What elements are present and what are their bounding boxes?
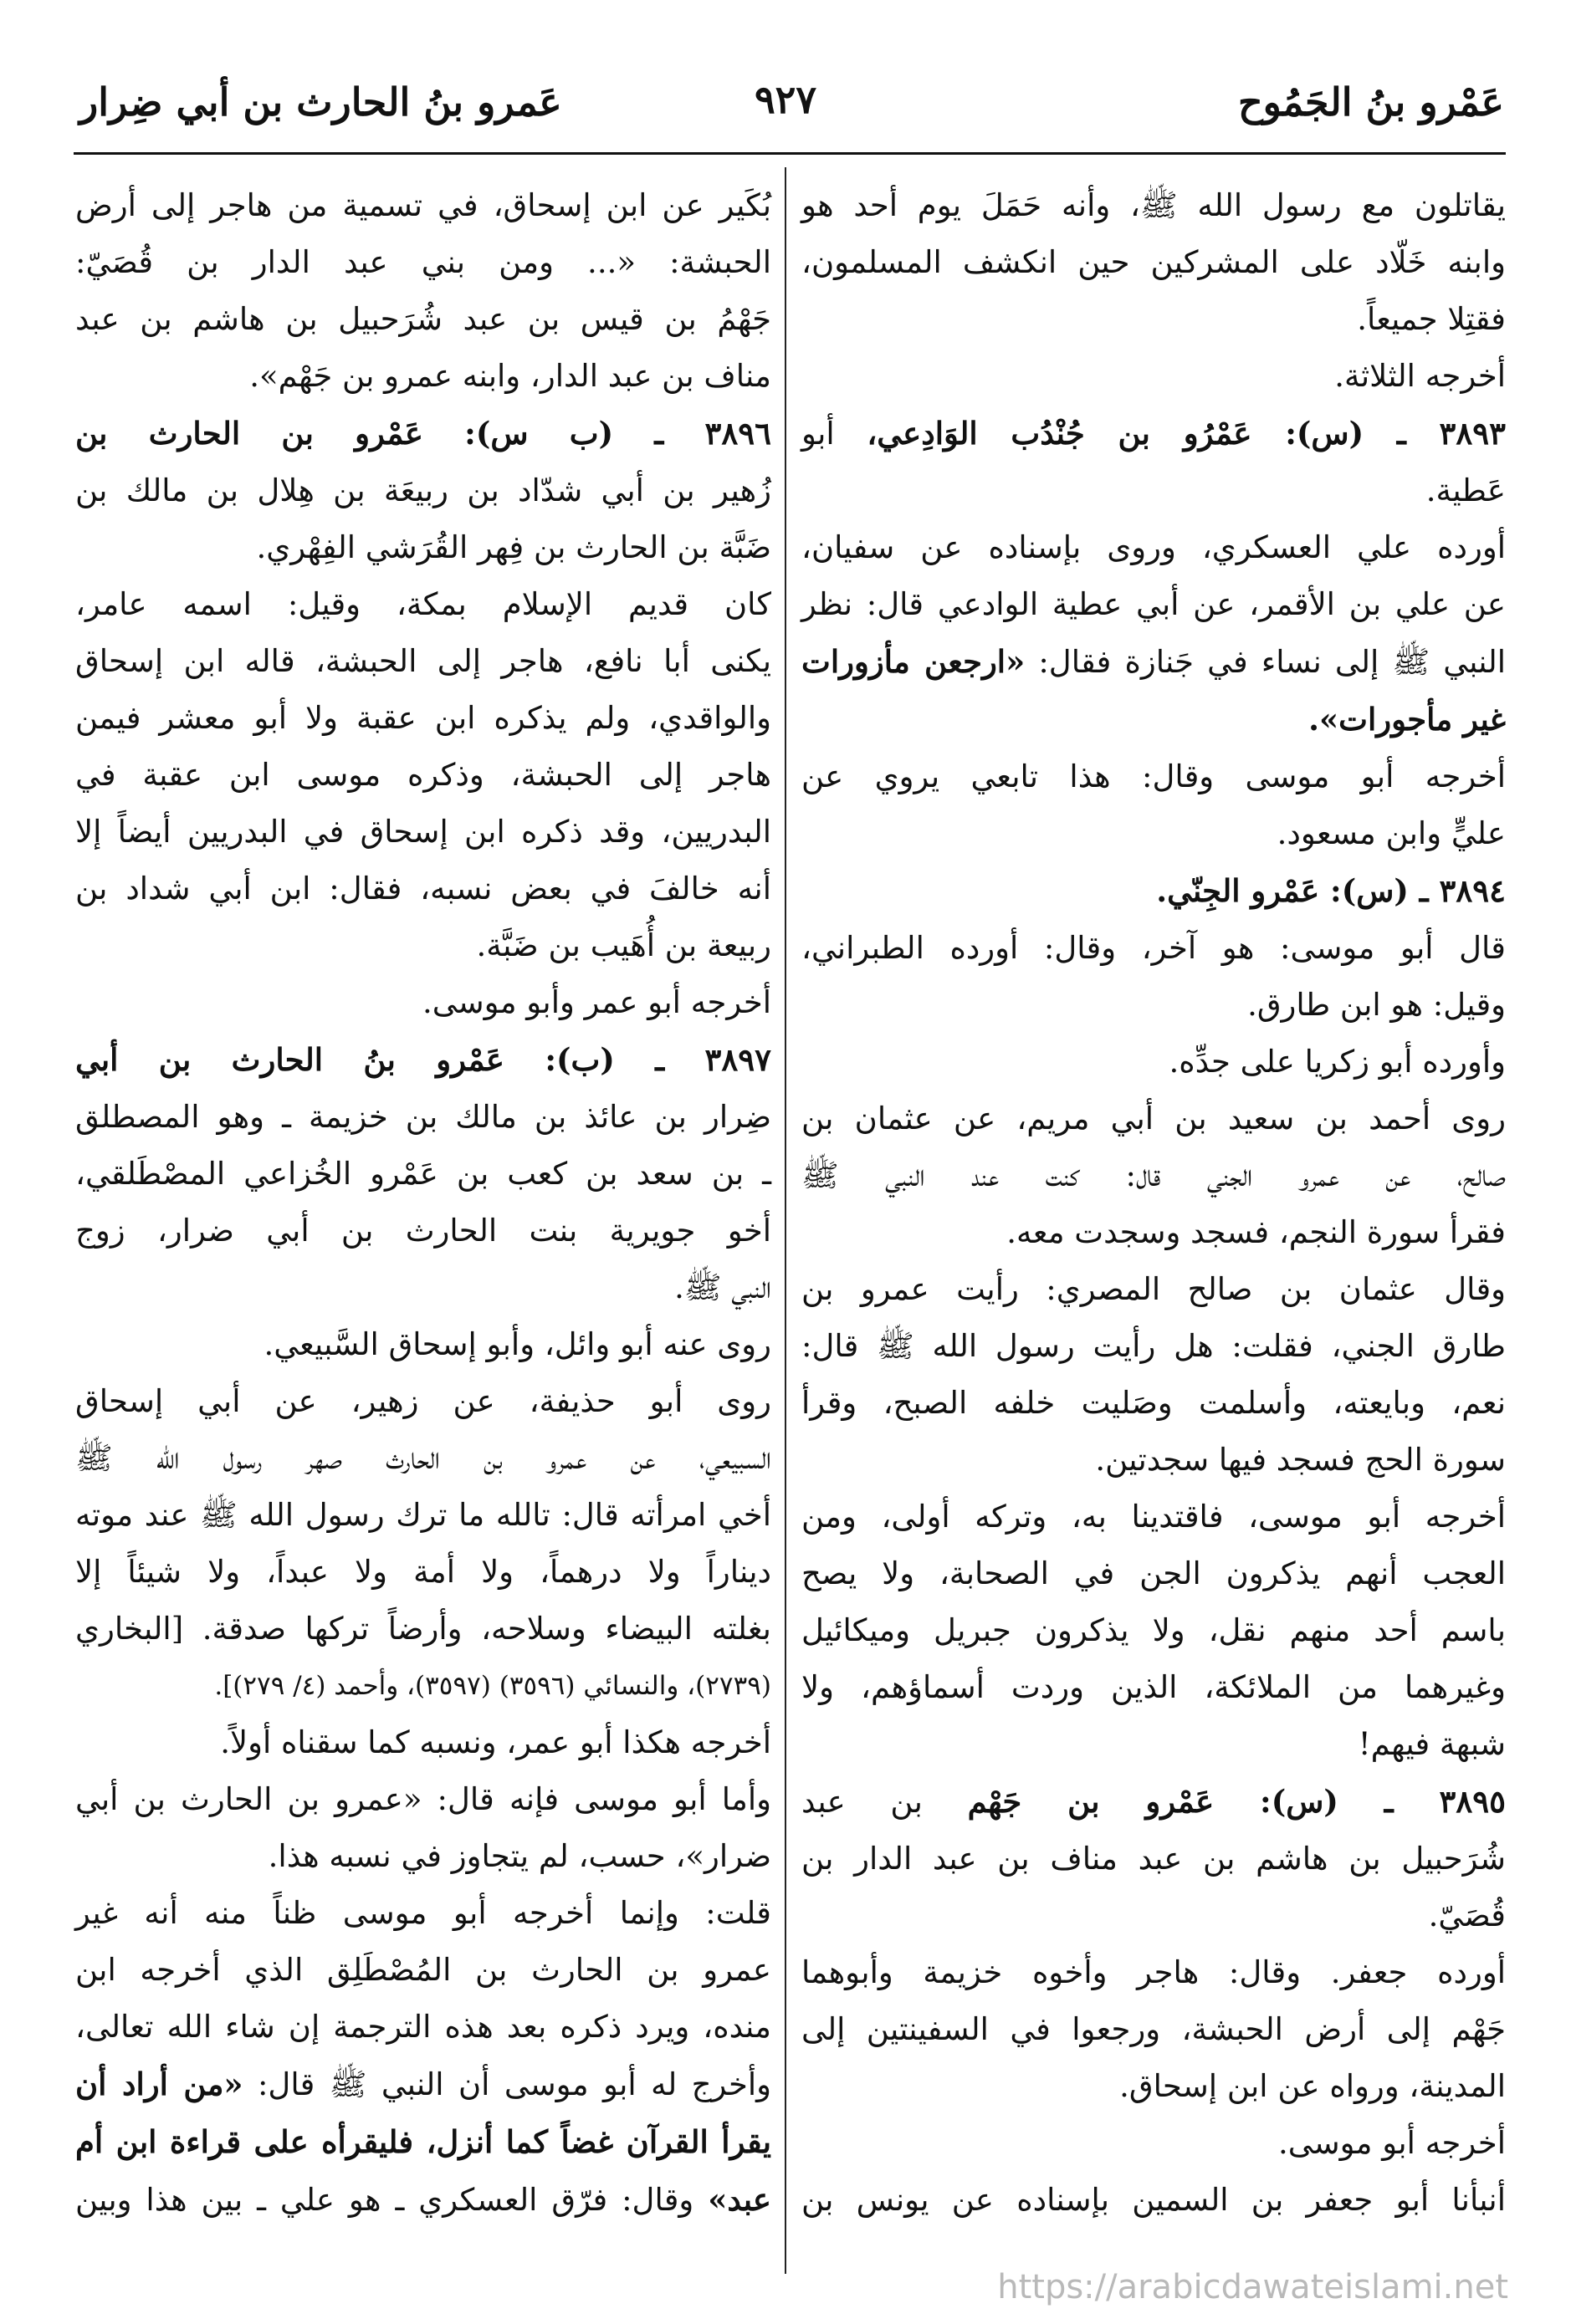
text-segment: جَهْم إلى أرض الحبشة، ورجعوا في السفينتين إلى	[801, 2011, 1506, 2047]
text-line	[801, 462, 1506, 519]
text-segment: وقال: فرّق العسكري ـ هو علي ـ بين هذا وبين	[75, 2182, 709, 2218]
left-column	[75, 177, 771, 2229]
text-segment: أخرجه أبو موسى، فاقتدينا به، وتركه أولى، ومن	[801, 1499, 1506, 1535]
right-column	[801, 177, 1506, 2229]
text-segment: عليٍّ وابن مسعود.	[1277, 815, 1506, 851]
text-line	[801, 1375, 1506, 1432]
page-number: ٩٢٧	[754, 77, 817, 122]
text-segment: جَهْمُ بن قيس بن عبد شُرَحبيل بن هاشم بن عبد	[75, 301, 771, 337]
text-segment: أورده علي العسكري، وروى بإسناده عن سفيان،	[801, 529, 1506, 565]
running-head-left: عَمرو بنُ الحارث بن أبي ضِرار	[79, 79, 562, 125]
text-line	[801, 576, 1506, 633]
text-line	[801, 633, 1506, 691]
text-line	[75, 519, 771, 576]
text-line	[801, 1773, 1506, 1831]
text-segment: روى أبو حذيفة، عن زهير، عن أبي إسحاق	[75, 1383, 771, 1419]
text-line	[75, 633, 771, 690]
text-line	[801, 748, 1506, 805]
text-segment: عن علي بن الأقمر، عن أبي عطية الوادعي قال: نظر	[801, 586, 1506, 622]
text-line	[75, 1999, 771, 2056]
text-line	[801, 348, 1506, 405]
text-segment: أورده جعفر. وقال: هاجر وأخوه خزيمة وأبوهما	[801, 1954, 1506, 1990]
text-segment: عمرو بن الحارث بن المُصْطَلِق الذي أخرجه ابن	[75, 1952, 771, 1988]
text-line	[75, 462, 771, 519]
text-line	[75, 1089, 771, 1146]
bold-text-segment: ٣٨٩٥ ـ (س): عَمْرو بن جَهْم	[967, 1783, 1506, 1820]
text-segment: باسم أحد منهم نقل، ولا يذكرون جبريل وميكائيل	[801, 1612, 1506, 1648]
text-line	[801, 2115, 1506, 2172]
running-head-right: عَمْرو بنُ الجَمُوح	[1237, 79, 1504, 125]
text-segment: صالح، عن عمرو الجني قال: كنت عند النبي ﷺ	[801, 1157, 1506, 1193]
text-segment: طارق الجني، فقلت: هل رأيت رسول الله ﷺ قال:	[801, 1328, 1506, 1364]
text-line	[75, 690, 771, 747]
bold-text-segment: ٣٨٩٦ ـ (ب س): عَمْرو بن الحارث بن	[75, 415, 771, 452]
bold-text-segment: عبد»	[708, 2181, 771, 2218]
text-segment: فقرأ سورة النجم، فسجد وسجدت معه.	[1006, 1214, 1506, 1250]
text-segment: العجب أنهم يذكرون الجن في الصحابة، ولا يصح	[801, 1555, 1506, 1591]
text-segment: بُكَير عن ابن إسحاق، في تسمية من هاجر إلى أرض	[75, 187, 771, 223]
text-line	[75, 234, 771, 291]
text-segment: قُصَيّ.	[1428, 1898, 1506, 1933]
text-line	[75, 1316, 771, 1373]
text-line	[801, 1318, 1506, 1375]
text-line	[75, 1487, 771, 1544]
bold-text-segment: «ارجعن مأزورات	[801, 643, 1026, 680]
text-segment: أنبأنا أبو جعفر بن السمين بإسناده عن يونس بن	[801, 2182, 1506, 2218]
text-segment: أبو	[801, 416, 867, 452]
text-line	[75, 1373, 771, 1430]
bold-text-segment: يقرأ القرآن غضاً كما أنزل، فليقرأه على قراءة ابن أم	[75, 2123, 771, 2160]
text-line	[801, 1545, 1506, 1602]
text-segment: أخرجه الثلاثة.	[1334, 358, 1506, 394]
text-line	[75, 1203, 771, 1259]
text-line	[801, 1034, 1506, 1090]
text-segment: والواقدي، ولم يذكره ابن عقبة ولا أبو معشر فيمن	[75, 700, 771, 736]
text-segment: بغلته البيضاء وسلاحه، وأرضاً تركها صدقة. [البخاري	[75, 1611, 771, 1647]
text-segment: أخو جويرية بنت الحارث بن أبي ضرار، زوج	[75, 1213, 771, 1249]
text-line	[75, 1259, 771, 1316]
text-line	[801, 2001, 1506, 2058]
text-line	[801, 1887, 1506, 1944]
text-segment: وقال عثمان بن صالح المصري: رأيت عمرو بن	[801, 1271, 1506, 1307]
text-segment: النبي ﷺ.	[674, 1269, 771, 1305]
text-line	[75, 1146, 771, 1203]
text-line	[801, 1659, 1506, 1716]
text-segment: وقيل: هو ابن طارق.	[1247, 987, 1506, 1023]
text-line	[75, 291, 771, 348]
text-segment: الحبشة: «... ومن بني عبد الدار بن قُصَيّ:	[75, 244, 771, 280]
text-segment: منده، ويرد ذكره بعد هذه الترجمة إن شاء الله تعالى،	[75, 2009, 771, 2045]
header-rule	[74, 152, 1506, 155]
text-line	[801, 1147, 1506, 1204]
text-line	[75, 405, 771, 462]
text-line	[801, 1432, 1506, 1489]
text-line	[801, 519, 1506, 576]
text-segment: ـ بن سعد بن كعب بن عَمْرو الخُزاعي المصْطَلقي،	[75, 1156, 771, 1192]
text-line	[801, 405, 1506, 462]
text-segment: هاجر إلى الحبشة، وذكره موسى ابن عقبة في	[75, 757, 771, 793]
text-segment: يقاتلون مع رسول الله ﷺ، وأنه حَمَلَ يوم أحد هو	[801, 187, 1506, 223]
text-segment: نعم، وبايعته، وأسلمت وصَليت خلفه الصبح، وقرأ	[801, 1385, 1506, 1421]
text-segment: عَطية.	[1425, 472, 1506, 508]
text-segment: ضِرار بن عائذ بن مالك بن خزيمة ـ وهو المصطلق	[75, 1099, 771, 1135]
text-line	[801, 2172, 1506, 2229]
text-line	[75, 1657, 771, 1714]
bold-text-segment: «من أراد أن	[75, 2066, 243, 2102]
text-segment: أنه خالفَ في بعض نسبه، فقال: ابن أبي شداد بن	[75, 871, 771, 907]
bold-text-segment: ٣٨٩٧ ـ (ب): عَمْرو بنُ الحارث بن أبي	[75, 1041, 771, 1078]
text-line	[75, 1544, 771, 1601]
text-line	[801, 977, 1506, 1034]
text-line	[75, 2056, 771, 2113]
text-segment: السبيعي، عن عمرو بن الحارث صهر رسول الله ﷺ	[75, 1440, 771, 1476]
text-line	[801, 1204, 1506, 1261]
text-segment: روى أحمد بن سعيد بن أبي مريم، عن عثمان بن	[801, 1101, 1506, 1136]
text-segment: قال أبو موسى: هو آخر، وقال: أورده الطبراني،	[801, 930, 1506, 966]
text-segment: وأخرج له أبو موسى أن النبي ﷺ قال:	[243, 2066, 771, 2102]
text-segment: روى عنه أبو وائل، وأبو إسحاق السَّبيعي.	[264, 1326, 771, 1362]
text-line	[75, 861, 771, 917]
text-segment: أخرجه أبو عمر وأبو موسى.	[422, 984, 771, 1020]
text-line	[801, 920, 1506, 977]
text-segment: مناف بن عبد الدار، وابنه عمرو بن جَهْم».	[249, 358, 771, 394]
bold-text-segment: غير مأجورات».	[1308, 701, 1506, 738]
text-line	[75, 1828, 771, 1885]
text-line	[801, 177, 1506, 234]
text-segment: أخرجه أبو موسى وقال: هذا تابعي يروي عن	[801, 758, 1506, 794]
text-segment: ضرار»، حسب، لم يتجاوز في نسبه هذا.	[268, 1838, 771, 1874]
text-line	[75, 1771, 771, 1828]
text-line	[801, 1261, 1506, 1318]
text-line	[75, 2171, 771, 2229]
text-line	[75, 1430, 771, 1487]
text-line	[801, 2058, 1506, 2115]
text-line	[801, 1090, 1506, 1147]
text-line	[75, 576, 771, 633]
text-segment: البدريين، وقد ذكره ابن إسحاق في البدريين أيضاً إلا	[75, 814, 771, 850]
text-segment: أخرجه هكذا أبو عمر، ونسبه كما سقناه أولاً.	[220, 1724, 771, 1760]
text-segment: شبهة فيهم!	[1358, 1726, 1506, 1762]
text-line	[801, 1602, 1506, 1659]
text-segment: وابنه خَلّاد على المشركين حين انكشف المسلمون،	[801, 244, 1506, 280]
text-segment: قلت: وإنما أخرجه أبو موسى ظناً منه أنه غير	[75, 1895, 771, 1931]
text-segment: المدينة، ورواه عن ابن إسحاق.	[1119, 2068, 1506, 2104]
text-line	[801, 1489, 1506, 1545]
text-line	[75, 177, 771, 234]
text-line	[75, 804, 771, 861]
text-line	[801, 805, 1506, 862]
text-line	[801, 1944, 1506, 2001]
text-line	[801, 291, 1506, 348]
text-segment: وأما أبو موسى فإنه قال: «عمرو بن الحارث بن أبي	[75, 1781, 771, 1817]
text-segment: زُهير بن أبي شدّاد بن ربيعَة بن هِلال بن مالك بن	[75, 472, 771, 508]
text-line	[75, 1942, 771, 1999]
text-segment: ضَبَّة بن الحارث بن فِهر القُرَشي الفِهْري.	[256, 529, 771, 565]
text-line	[75, 747, 771, 804]
text-line	[75, 348, 771, 405]
text-line	[75, 1031, 771, 1089]
column-divider	[785, 167, 786, 2274]
bold-text-segment: ٣٨٩٣ ـ (س): عَمْرُو بن جُنْدُب الوَادِعي،	[867, 415, 1506, 452]
text-segment: كان قديم الإسلام بمكة، وقيل: اسمه عامر،	[75, 586, 771, 622]
text-segment: ربيعة بن أُهَيب بن ضَبَّة.	[476, 927, 771, 963]
text-segment: وأورده أبو زكريا على جدِّه.	[1169, 1044, 1506, 1080]
text-line	[801, 1831, 1506, 1887]
text-line	[75, 917, 771, 974]
text-segment: (٢٧٣٩)، والنسائي (٣٥٩٦) (٣٥٩٧)، وأحمد (٤/ ٢٧٩)].	[214, 1671, 771, 1701]
text-segment: ديناراً ولا درهماً، ولا أمة ولا عبداً، ولا شيئاً إلا	[75, 1554, 771, 1590]
text-segment: وغيرهما من الملائكة، الذين وردت أسماؤهم، ولا	[801, 1669, 1506, 1705]
text-line	[801, 691, 1506, 748]
text-segment: أخي امرأته قال: تالله ما ترك رسول الله ﷺ عند موته	[75, 1497, 771, 1533]
text-segment: بن عبد	[801, 1784, 968, 1820]
text-segment: أخرجه أبو موسى.	[1277, 2125, 1506, 2161]
text-line	[75, 1601, 771, 1657]
text-segment: فقتِلا جميعاً.	[1357, 301, 1506, 337]
text-line	[801, 234, 1506, 291]
text-line	[75, 1714, 771, 1771]
text-line	[75, 1885, 771, 1942]
bold-text-segment: ٣٨٩٤ ـ (س): عَمْرو الجِنّي.	[1156, 872, 1506, 909]
text-segment: يكنى أبا نافع، هاجر إلى الحبشة، قاله ابن إسحاق	[75, 643, 771, 679]
text-line	[801, 1716, 1506, 1773]
text-line	[75, 974, 771, 1031]
text-segment: النبي ﷺ إلى نساء في جَنازة فقال:	[1025, 644, 1506, 680]
text-segment: سورة الحج فسجد فيها سجدتين.	[1095, 1442, 1506, 1478]
text-line	[801, 862, 1506, 920]
watermark-url: https://arabicdawateislami.net	[997, 2268, 1508, 2306]
text-segment: شُرَحبيل بن هاشم بن عبد مناف بن عبد الدار بن	[801, 1841, 1506, 1877]
text-line	[75, 2113, 771, 2171]
